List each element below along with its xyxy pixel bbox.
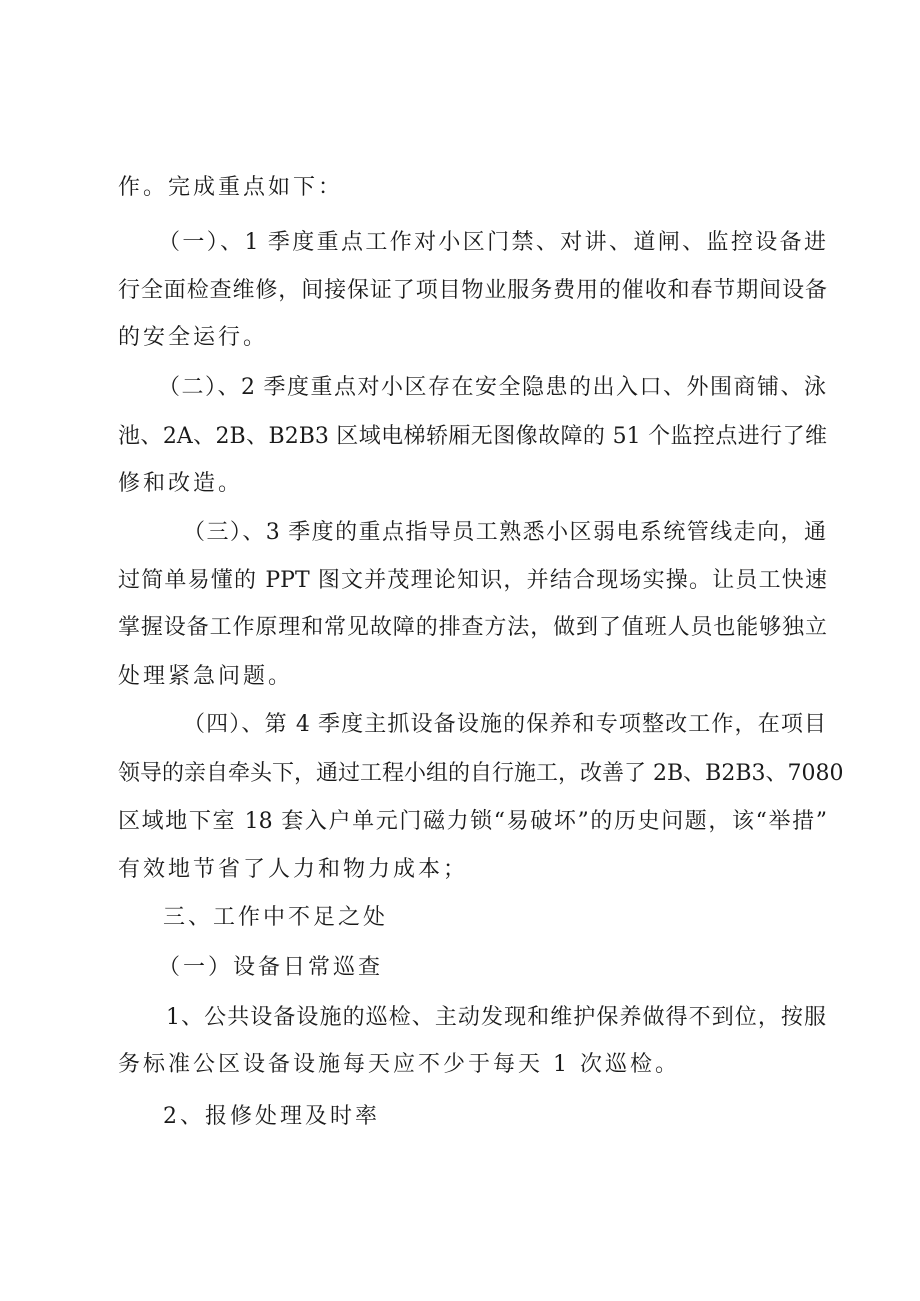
section-heading: 三、工作中不足之处 — [163, 905, 389, 930]
text-line: 过简单易懂的 PPT 图文并茂理论知识，并结合现场实操。让员工快速 — [118, 568, 827, 593]
text-line: 2、报修处理及时率 — [163, 1104, 380, 1129]
text-line: 作。完成重点如下： — [118, 175, 344, 200]
text-line: （二）、2 季度重点对小区存在安全隐患的出入口、外围商铺、泳 — [158, 375, 826, 400]
text-line: 区域地下室 18 套入户单元门磁力锁“易破坏”的历史问题，该“举措” — [118, 809, 827, 834]
text-line: 修和改造。 — [118, 471, 244, 496]
text-line: （一）、1 季度重点工作对小区门禁、对讲、道闸、监控设备进 — [158, 230, 826, 255]
text-line: 的安全运行。 — [118, 325, 269, 350]
text-line: 领导的亲自牵头下，通过工程小组的自行施工，改善了 2B、B2B3、7080 — [118, 761, 844, 786]
text-line: （三）、3 季度的重点指导员工熟悉小区弱电系统管线走向，通 — [183, 520, 826, 545]
text-line: 1、公共设备设施的巡检、主动发现和维护保养做得不到位，按服 — [166, 1005, 826, 1030]
text-line: 有效地节省了人力和物力成本； — [118, 857, 469, 882]
text-line: 务标准公区设备设施每天应不少于每天 1 次巡检。 — [118, 1052, 680, 1077]
text-line: 池、2A、2B、B2B3 区域电梯轿厢无图像故障的 51 个监控点进行了维 — [118, 424, 827, 449]
text-line: 处理紧急问题。 — [118, 664, 294, 689]
subsection-heading: （一）设备日常巡查 — [158, 955, 384, 980]
text-line: 行全面检查维修，间接保证了项目物业服务费用的催收和春节期间设备 — [118, 278, 827, 303]
text-line: （四）、第 4 季度主抓设备设施的保养和专项整改工作，在项目 — [183, 712, 826, 737]
text-line: 掌握设备工作原理和常见故障的排查方法，做到了值班人员也能够独立 — [118, 615, 827, 640]
